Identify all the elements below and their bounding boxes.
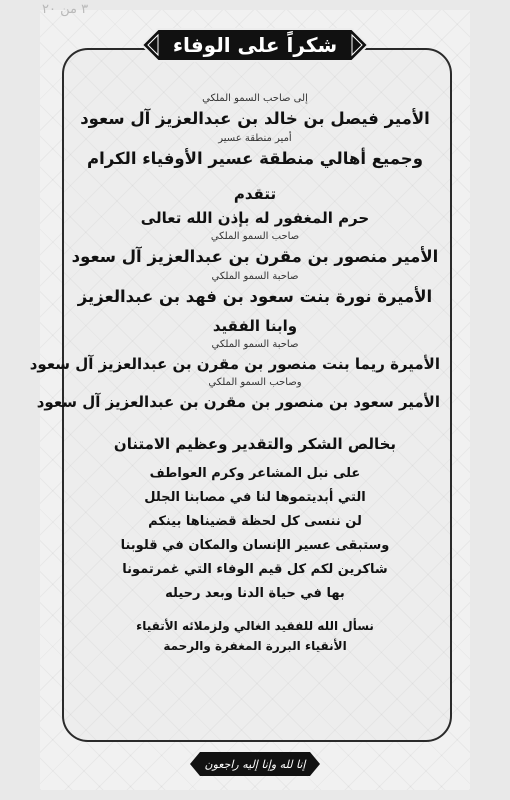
page-number: ٣ من ٢٠ xyxy=(42,2,89,17)
daughter-name: الأميرة ريما بنت منصور بن مقرن بن عبدالعزيز آل سعود xyxy=(29,355,440,373)
notice-body xyxy=(29,92,440,656)
children-line: وابنا الفقيد xyxy=(212,317,298,335)
honorific-line: صاحبة السمو الملكي xyxy=(211,339,299,350)
presents-line: تتقدم xyxy=(233,185,277,203)
prayer-line: نسأل الله للفقيد الغالي ولزملائه الأتقياء xyxy=(136,619,374,633)
footer-badge xyxy=(188,750,322,778)
notice-title: شكراً على الوفاء xyxy=(172,33,338,57)
salutation-line: إلى صاحب السمو الملكي xyxy=(202,93,308,104)
message-line: على نبل المشاعر وكرم العواطف xyxy=(149,466,361,481)
addressee-title: أمير منطقة عسير xyxy=(218,133,292,144)
title-badge xyxy=(140,27,370,63)
addressee-people: وجميع أهالي منطقة عسير الأوفياء الكرام xyxy=(87,149,423,168)
message-line: التي أبديتموها لنا في مصابنا الجلل xyxy=(144,490,366,505)
message-line: وستبقى عسير الإنسان والمكان في قلوبنا xyxy=(120,538,390,553)
gratitude-heading: بخالص الشكر والتقدير وعظيم الامتنان xyxy=(113,435,397,453)
deceased-name: الأمير منصور بن مقرن بن عبدالعزيز آل سعود xyxy=(71,247,439,266)
message-line: شاكرين لكم كل قيم الوفاء التي غمرتمونا xyxy=(122,562,388,577)
honorific-line: صاحبة السمو الملكي xyxy=(211,271,299,282)
message-line: بها في حياة الدنا وبعد رحيله xyxy=(165,586,345,601)
widow-line: حرم المغفور له بإذن الله تعالى xyxy=(140,209,370,227)
footer-verse: إنا لله وإنا إليه راجعون xyxy=(204,757,306,771)
prayer-line: الأنقياء البررة المغفرة والرحمة xyxy=(163,639,347,653)
honorific-line: وصاحب السمو الملكي xyxy=(208,377,302,388)
son-name: الأمير سعود بن منصور بن مقرن بن عبدالعزيز آل سعود xyxy=(36,393,440,411)
honorific-line: صاحب السمو الملكي xyxy=(210,231,300,242)
widow-name: الأميرة نورة بنت سعود بن فهد بن عبدالعزيز xyxy=(77,287,433,306)
message-line: لن ننسى كل لحظة قضيناها بينكم xyxy=(148,514,362,529)
addressee-name: الأمير فيصل بن خالد بن عبدالعزيز آل سعود xyxy=(80,109,430,128)
